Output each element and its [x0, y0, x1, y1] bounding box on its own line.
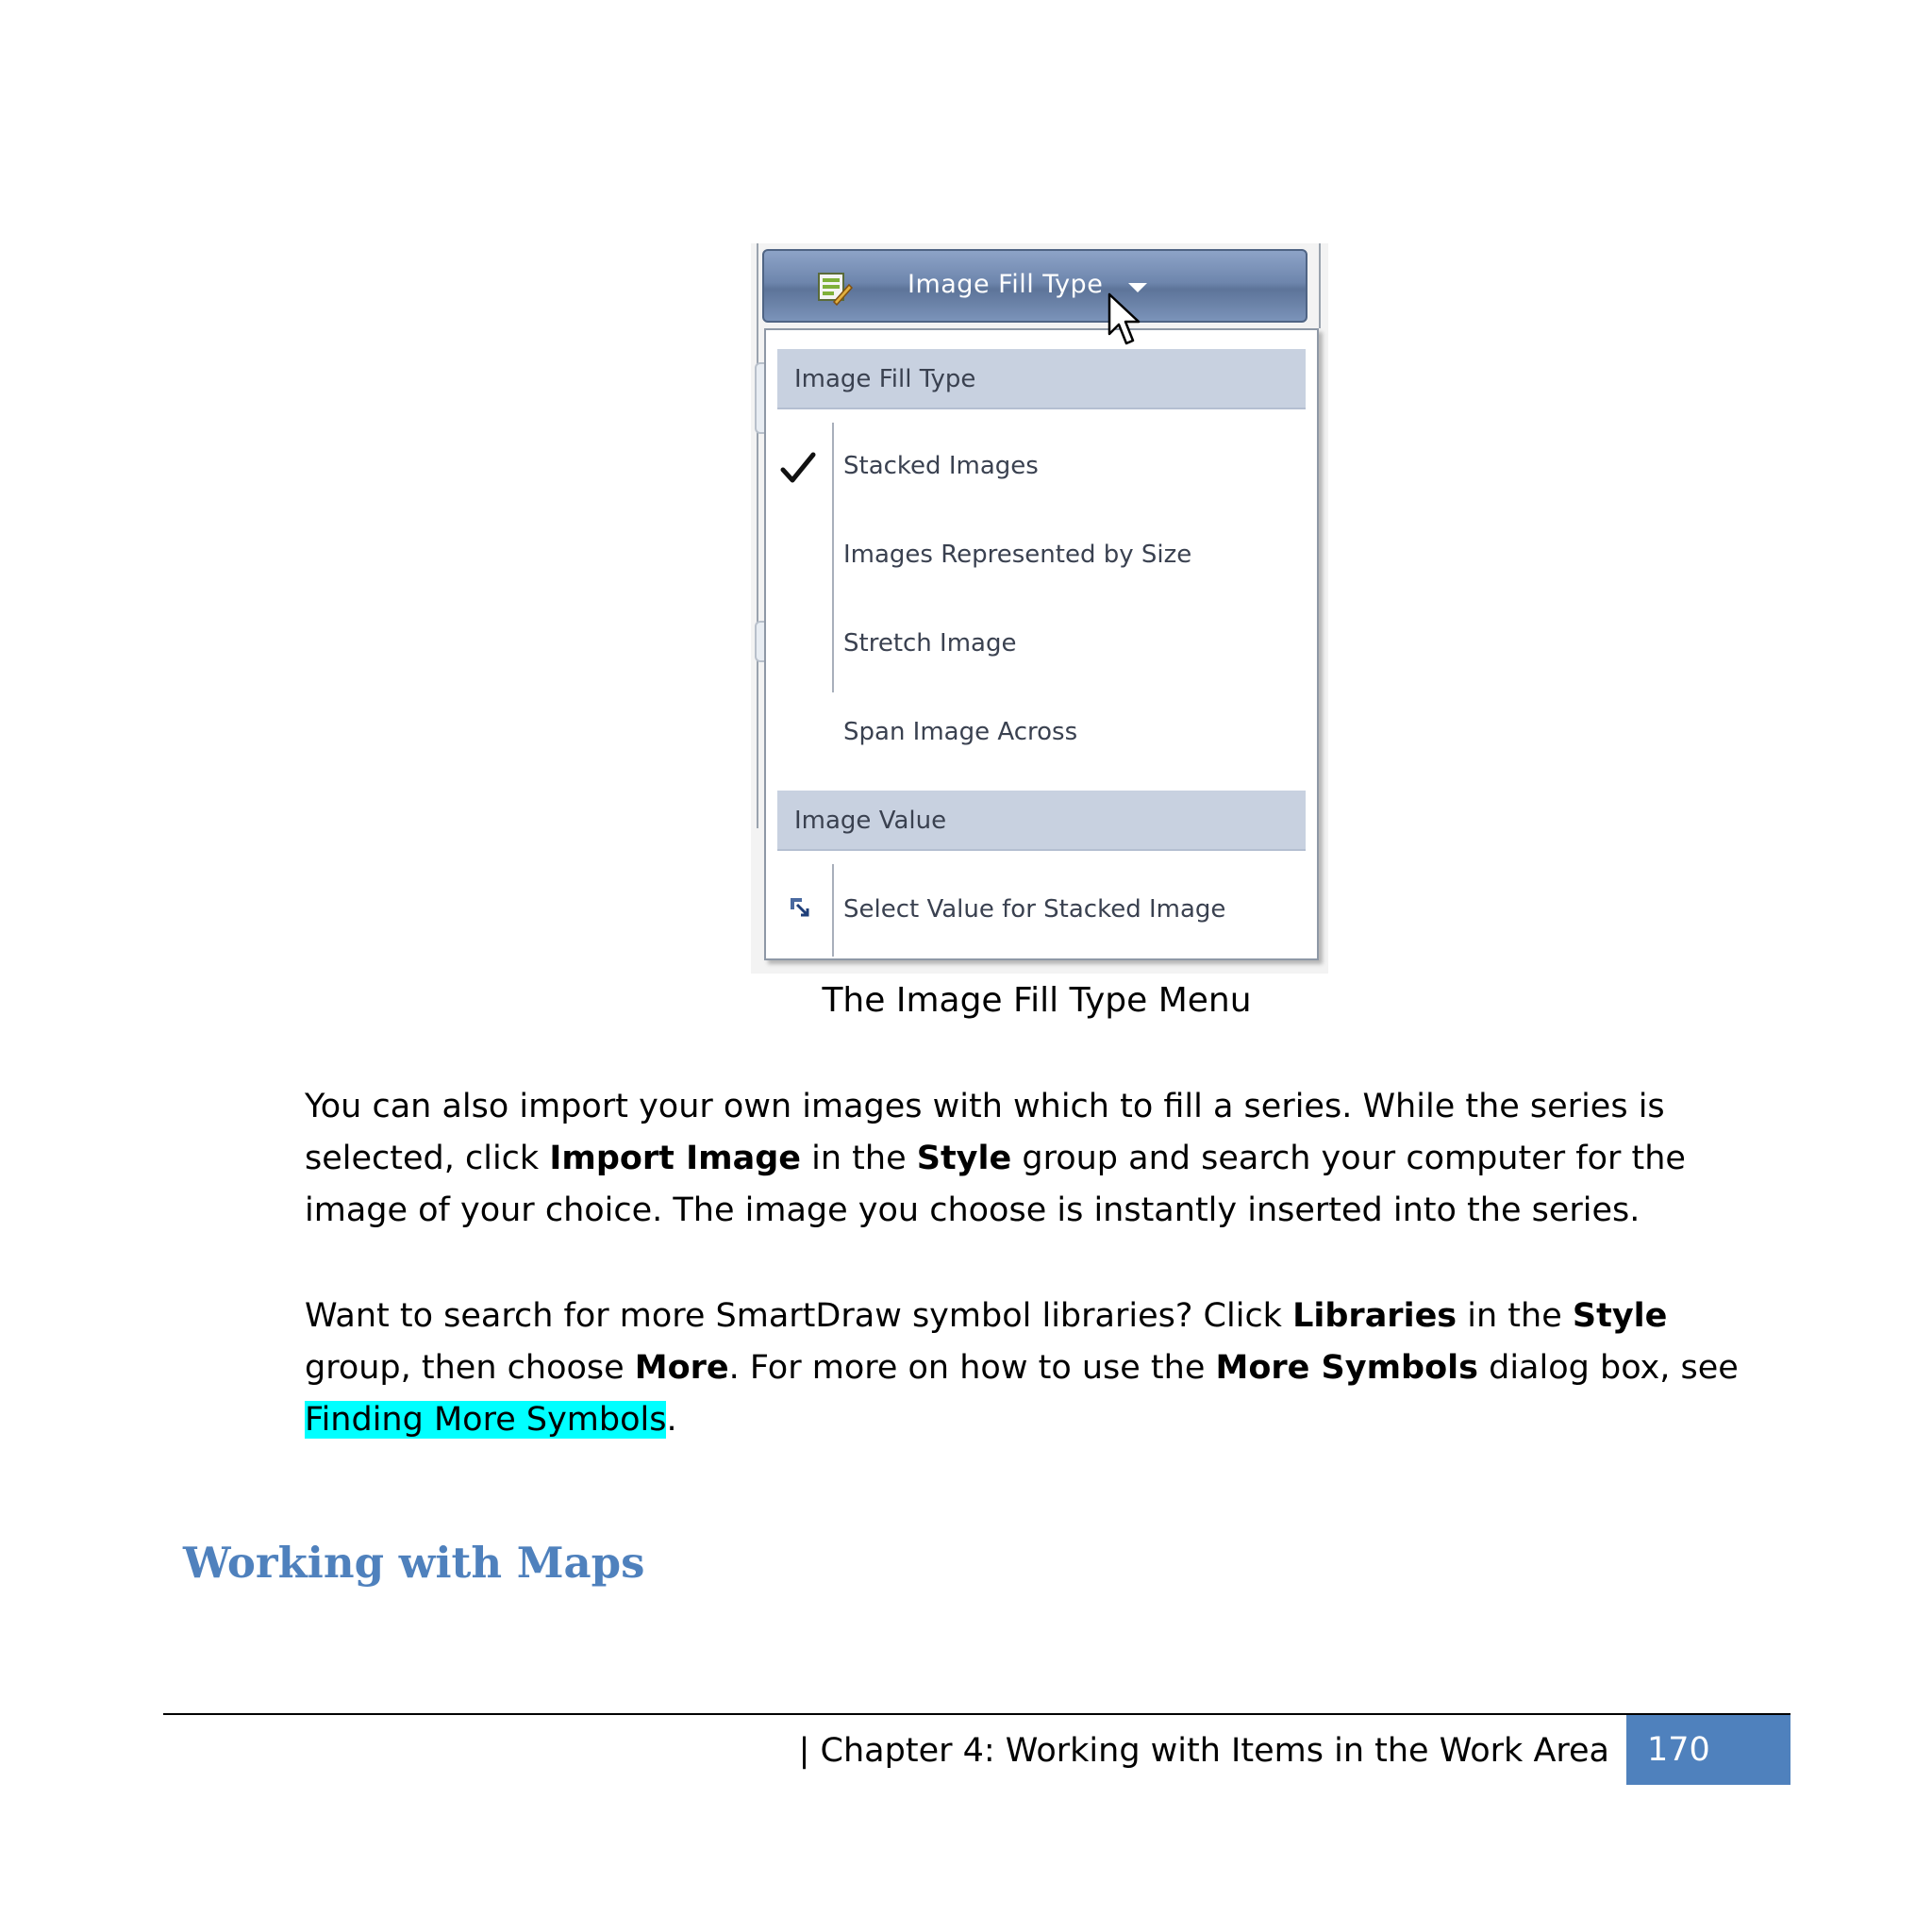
bold-term: More [634, 1349, 729, 1387]
select-value-icon [789, 896, 809, 917]
text: group and search your computer for the image of your choice. The image you choose is instantly inserted into the series. [305, 1140, 1686, 1229]
chevron-down-icon [1128, 283, 1147, 292]
image-fill-icon [817, 270, 853, 306]
footer-divider [163, 1713, 1790, 1715]
mouse-pointer-icon [1106, 292, 1143, 349]
bold-term: Style [1572, 1297, 1668, 1335]
paragraph-import-image [305, 1081, 1739, 1237]
paragraph-libraries [305, 1291, 1739, 1446]
menu-item-stacked-images[interactable]: Stacked Images [843, 452, 1039, 480]
button-label: Image Fill Type [908, 270, 1104, 299]
figure-caption [0, 981, 1932, 1020]
text: . For more on how to use the [728, 1349, 1216, 1387]
menu-item-span-image-across[interactable]: Span Image Across [843, 718, 1078, 746]
menu-section-header: Image Value [777, 791, 1306, 851]
text: group, then choose [305, 1349, 635, 1387]
caption-text: The Image Fill Type Menu [822, 981, 1252, 1020]
text: in the [1457, 1297, 1573, 1335]
text: Want to search for more SmartDraw symbol libraries? Click [305, 1297, 1293, 1335]
page-number: 170 [1626, 1715, 1790, 1785]
checkmark-icon [779, 449, 817, 487]
footer-chapter-title: | Chapter 4: Working with Items in the Work Area [798, 1732, 1609, 1770]
panel-edge [757, 243, 758, 828]
text: dialog box, see [1477, 1349, 1739, 1387]
panel-edge [1319, 243, 1321, 328]
panel-tab [755, 621, 764, 662]
bold-term: More Symbols [1215, 1349, 1478, 1387]
text: . [666, 1401, 677, 1439]
menu-divider [832, 864, 834, 957]
menu-screenshot [751, 243, 1328, 974]
bold-term: Libraries [1292, 1297, 1457, 1335]
panel-tab [755, 362, 764, 434]
menu-section-header: Image Fill Type [777, 349, 1306, 409]
text: in the [801, 1140, 917, 1177]
dropdown-menu [764, 328, 1319, 960]
menu-item-stretch-image[interactable]: Stretch Image [843, 629, 1017, 658]
menu-item-select-value-for-stacked-image[interactable]: Select Value for Stacked Image [843, 895, 1226, 924]
bold-term: Style [916, 1140, 1012, 1177]
section-heading: Working with Maps [183, 1538, 645, 1588]
image-fill-type-button[interactable] [762, 249, 1307, 323]
text: You can also import your own images with which to fill a series. While the series is selected, click [305, 1088, 1665, 1177]
menu-divider [832, 423, 834, 692]
bold-term: Import Image [549, 1140, 801, 1177]
finding-more-symbols-link[interactable]: Finding More Symbols [305, 1401, 667, 1439]
menu-item-images-represented-by-size[interactable]: Images Represented by Size [843, 541, 1192, 569]
